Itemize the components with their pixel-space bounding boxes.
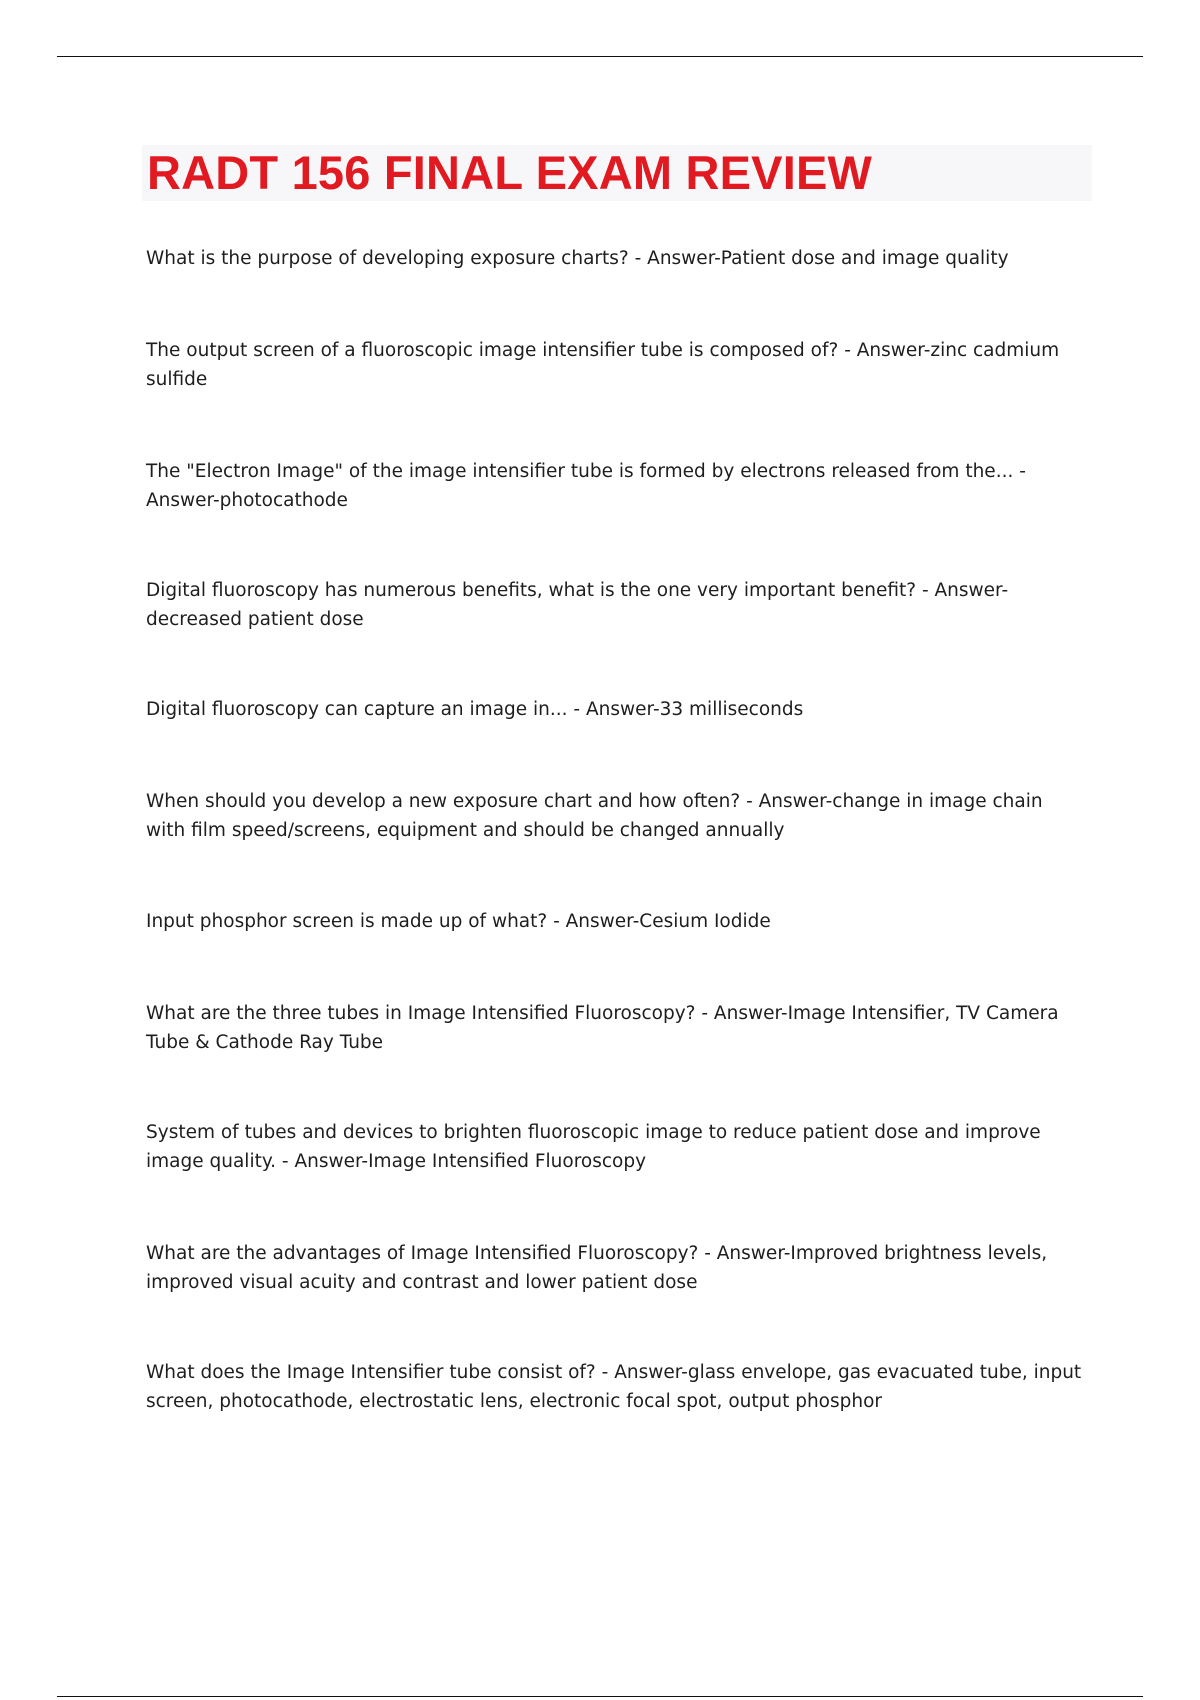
qa-item-11: What does the Image Intensifier tube consist of? - Answer-glass envelope, gas evacuated tube, input screen, photocathode, electrostatic lens, electronic focal spot, output phosphor [146,1362,1082,1412]
page-bottom-rule [57,1696,1143,1697]
qa-item-4: Digital fluoroscopy has numerous benefits, what is the one very important benefit? - Answer-decreased patient dose [146,580,1009,630]
page-top-rule [57,56,1143,57]
qa-item-8: What are the three tubes in Image Intensified Fluoroscopy? - Answer-Image Intensifier, TV Camera Tube & Cathode Ray Tube [146,1003,1059,1053]
qa-item-5: Digital fluoroscopy can capture an image in... - Answer-33 milliseconds [146,699,804,720]
qa-item-9: System of tubes and devices to brighten fluoroscopic image to reduce patient dose and improve image quality. - Answer-Image Intensified Fluoroscopy [146,1122,1041,1172]
qa-item-6: When should you develop a new exposure chart and how often? - Answer-change in image chain with film speed/screens, equipment and should be changed annually [146,791,1043,841]
qa-item-1: What is the purpose of developing exposure charts? - Answer-Patient dose and image quality [146,248,1009,269]
qa-item-2: The output screen of a fluoroscopic image intensifier tube is composed of? - Answer-zinc cadmium sulfide [146,340,1060,390]
qa-item-3: The "Electron Image" of the image intensifier tube is formed by electrons released from the... - Answer-photocathode [146,461,1026,511]
qa-item-7: Input phosphor screen is made up of what? - Answer-Cesium Iodide [146,911,771,932]
qa-item-10: What are the advantages of Image Intensified Fluoroscopy? - Answer-Improved brightness levels, improved visual acuity and contrast and lower patient dose [146,1243,1048,1293]
document-title: RADT 156 FINAL EXAM REVIEW [147,146,873,199]
